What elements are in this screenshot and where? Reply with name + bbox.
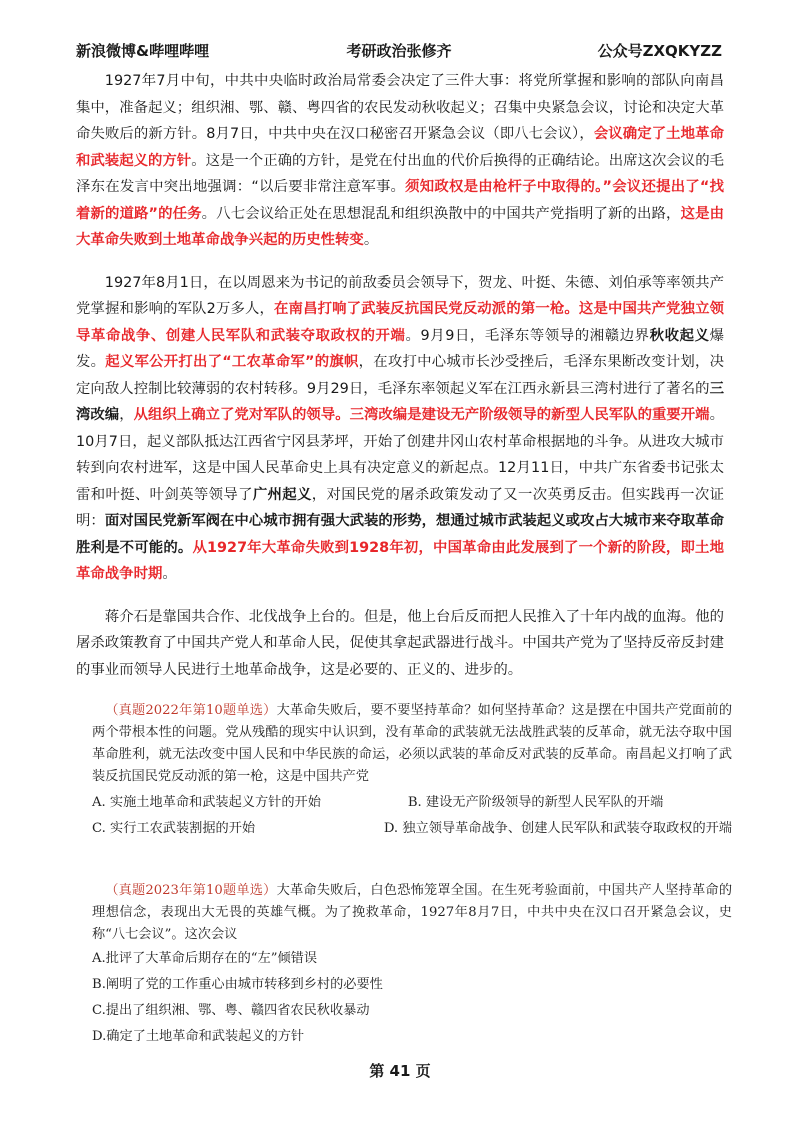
page-number: 第 41 页 <box>369 1062 431 1080</box>
body-text: 。 <box>363 232 379 248</box>
header-wechat-account: 公众号ZXQKYZZ <box>597 42 722 60</box>
key-point-highlight: 起义军公开打出了“工农革命军”的旗帜 <box>105 354 359 370</box>
paragraph-chiang-kaishek <box>76 604 724 684</box>
question-2023 <box>92 880 732 1050</box>
body-text: 爆发。 <box>76 327 724 370</box>
body-text: 1927年8月1日，在以周恩来为书记的前敌委员会领导下，贺龙、叶挺、朱德、刘伯承等率领共产党掌握和影响的军队2万多人， <box>76 274 724 317</box>
bold-term: 广州起义 <box>252 486 312 503</box>
key-point-highlight: 从1927年大革命失败到1928年初，中国革命由此发展到了一个新的阶段，即土地革命战争时期 <box>76 539 724 582</box>
option-c: C.提出了组织湘、鄂、粤、赣四省农民秋收暴动 <box>92 1003 370 1018</box>
option-b: B.阐明了党的工作重心由城市转移到乡村的必要性 <box>92 977 383 992</box>
body-text: 。 <box>162 566 177 582</box>
body-text: 1927年7月中旬，中共中央临时政治局常委会决定了三件大事：将党所掌握和影响的部队向南昌集中，准备起义；组织湘、鄂、赣、粤四省的农民发动秋收起义；召集中央紧急会议，讨论和决定大革命失败后的新方针。8月7日，中共中央在汉口秘密召开紧急会议（即八七会议）， <box>76 73 724 142</box>
key-point-highlight: 这是由大革命失败到土地革命战争兴起的历史性转变 <box>76 205 724 248</box>
paragraph-uprisings <box>76 270 724 588</box>
question-stem <box>92 700 732 788</box>
page-header <box>76 40 722 60</box>
bold-term: 秋收起义 <box>649 327 710 344</box>
option-b: B. 建设无产阶级领导的新型人民军队的开端 <box>407 795 664 810</box>
body-text: ， <box>119 407 134 423</box>
question-source-tag: （真题2023年第10题单选） <box>105 883 277 898</box>
body-text: 。八七会议给正处在思想混乱和组织涣散中的中国共产党指明了新的出路， <box>201 205 681 222</box>
body-text: 。10月7日，起义部队抵达江西省宁冈县茅坪，开始了创建井冈山农村革命根据地的斗争。从进攻大城市转到向农村进军，这是中国人民革命史上具有决定意义的新起点。12月11日，中共广东省委书记张太雷和叶挺、叶剑英等领导了 <box>76 407 724 503</box>
question-source-tag: （真题2022年第10题单选） <box>105 703 277 718</box>
question-text: 大革命失败后，要不要坚持革命？如何坚持革命？这是摆在中国共产党面前的两个带根本性的问题。党从残酷的现实中认识到，没有革命的武装就无法战胜武装的反革命，就无法夺取中国革命胜利，就无法改变中国人民和中华民族的命运，必须以武装的革命反对武装的反革命。南昌起义打响了武装反抗国民党反动派的第一枪，这是中国共产党 <box>92 703 733 784</box>
body-text: 。这是一个正确的方针，是党在付出血的代价后换得的正确结论。出席这次会议的毛泽东在发言中突出地强调：“以后要非常注意军事。 <box>76 152 724 195</box>
header-author: 考研政治张修齐 <box>346 42 452 60</box>
question-options <box>92 946 732 1050</box>
body-text: ，在攻打中心城市长沙受挫后，毛泽东果断改变计划，决定向敌人控制比较薄弱的农村转移。9月29日，毛泽东率领起义军在江西永新县三湾村进行了著名的 <box>76 354 724 397</box>
question-2022 <box>92 700 732 842</box>
body-text: 。9月9日，毛泽东等领导的湘赣边界 <box>405 327 650 344</box>
key-point-highlight: 须知政权是由枪杆子中取得的。”会议还提出了“找着新的道路”的任务 <box>76 179 724 222</box>
question-options <box>92 790 732 842</box>
option-c: C. 实行工农武装割据的开始 <box>92 821 256 836</box>
key-point-highlight: 在南昌打响了武装反抗国民党反动派的第一枪。这是中国共产党独立领导革命战争、创建人民军队和武装夺取政权的开端 <box>76 301 724 344</box>
body-text: 蒋介石是靠国共合作、北伐战争上台的。但是，他上台后反而把人民推入了十年内战的血海。他的屠杀政策教育了中国共产党人和革命人民，促使其拿起武器进行战斗。中国共产党为了坚持反帝反封建的事业而领导人民进行土地革命战争，这是必要的、正义的、进步的。 <box>76 608 724 678</box>
paragraph-bayi-meeting <box>76 68 724 254</box>
option-d: D.确定了土地革命和武装起义的方针 <box>92 1029 305 1044</box>
question-text: 大革命失败后，白色恐怖笼罩全国。在生死考验面前，中国共产人坚持革命的理想信念，表现出大无畏的英雄气概。为了挽救革命，1927年8月7日，中共中央在汉口召开紧急会议，史称“八七会议”。这次会议 <box>92 883 733 942</box>
option-a: A. 实施土地革命和武装起义方针的开始 <box>92 795 321 810</box>
header-weibo-bilibili: 新浪微博&哔哩哔哩 <box>76 42 210 60</box>
main-text <box>76 68 724 699</box>
key-point-highlight: 从组织上确立了党对军队的领导。三湾改编是建设无产阶级领导的新型人民军队的重要开端 <box>133 407 710 423</box>
question-stem <box>92 880 732 946</box>
option-d: D. 独立领导革命战争、创建人民军队和武装夺取政权的开端 <box>383 821 732 836</box>
key-point-highlight: 会议确定了土地革命和武装起义的方针 <box>76 126 724 169</box>
option-a: A.批评了大革命后期存在的“左”倾错误 <box>92 951 318 966</box>
bold-term: 面对国民党新军阀在中心城市拥有强大武装的形势，想通过城市武装起义或攻占大城市来夺取革命胜利是不可能的。 <box>76 513 724 556</box>
body-text: ，对国民党的屠杀政策发动了又一次英勇反击。但实践再一次证明： <box>76 486 724 529</box>
bold-term: 三湾改编 <box>76 380 724 423</box>
